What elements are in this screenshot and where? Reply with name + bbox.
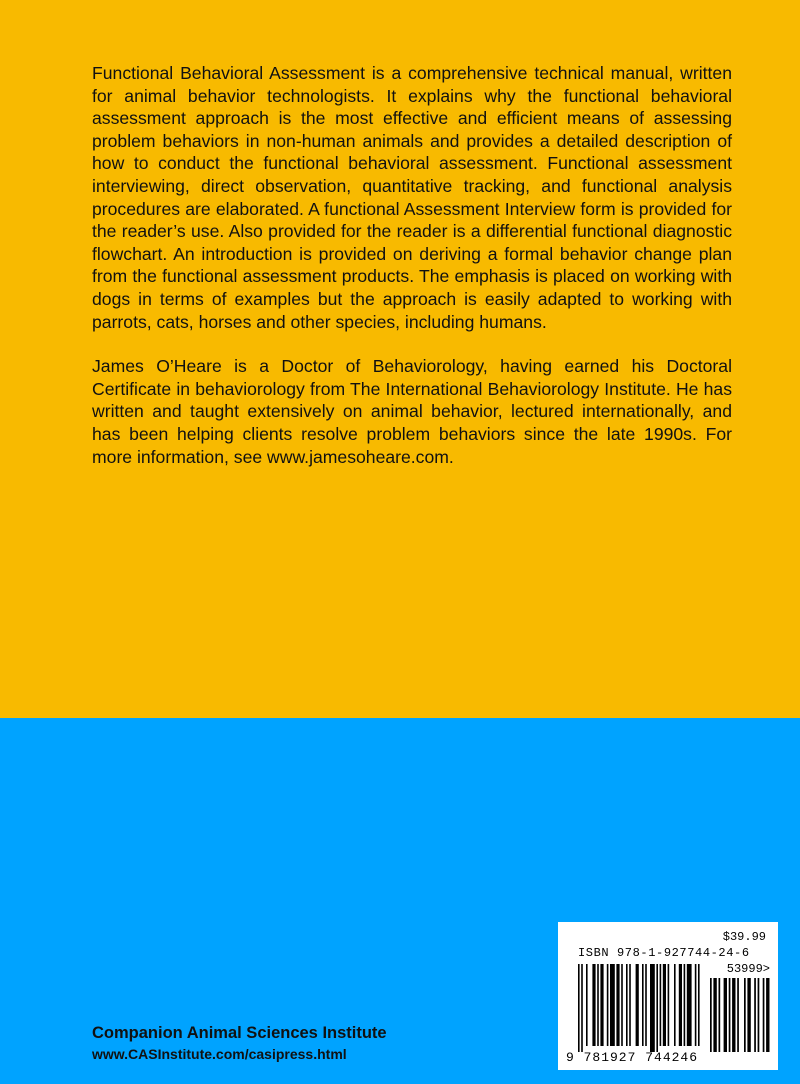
barcode-isbn: ISBN 978-1-927744-24-6 [578, 946, 750, 960]
barcode-icon [558, 922, 778, 1070]
back-cover-description [92, 62, 732, 468]
publisher-url: www.CASInstitute.com/casipress.html [92, 1046, 347, 1062]
barcode-price: $39.99 [722, 930, 766, 944]
author-bio-paragraph: James O’Heare is a Doctor of Behaviorology, having earned his Doctoral Certificate in behaviorology from The International Behaviorology Institute. He has written and taught extensively on animal behavior, lectured internationally, and has been helping clients resolve problem behaviors since the late 1990s. For more information, see www.jamesoheare.com. [92, 356, 732, 467]
barcode-number: 9 781927 744246 [566, 1050, 699, 1065]
barcode-box [558, 922, 778, 1070]
publisher-block [92, 1022, 387, 1064]
barcode-addon-code: 53999> [726, 962, 770, 976]
book-description-paragraph: Functional Behavioral Assessment is a comprehensive technical manual, written for animal behavior technologists. It explains why the functional behavioral assessment approach is the most effective and efficient means of assessing problem behaviors in non-human animals and provides a detailed description of how to conduct the functional behavioral assessment. Functional assessment interviewing, direct observation, quantitative tracking, and functional analysis procedures are elaborated. A functional Assessment Interview form is provided for the reader’s use. Also provided for the reader is a differential functional diagnostic flowchart. An introduction is provided on deriving a formal behavior change plan from the functional assessment products. The emphasis is placed on working with dogs in terms of examples but the approach is easily adapted to working with parrots, cats, horses and other species, including humans. [92, 63, 732, 332]
publisher-name: Companion Animal Sciences Institute [92, 1024, 387, 1042]
